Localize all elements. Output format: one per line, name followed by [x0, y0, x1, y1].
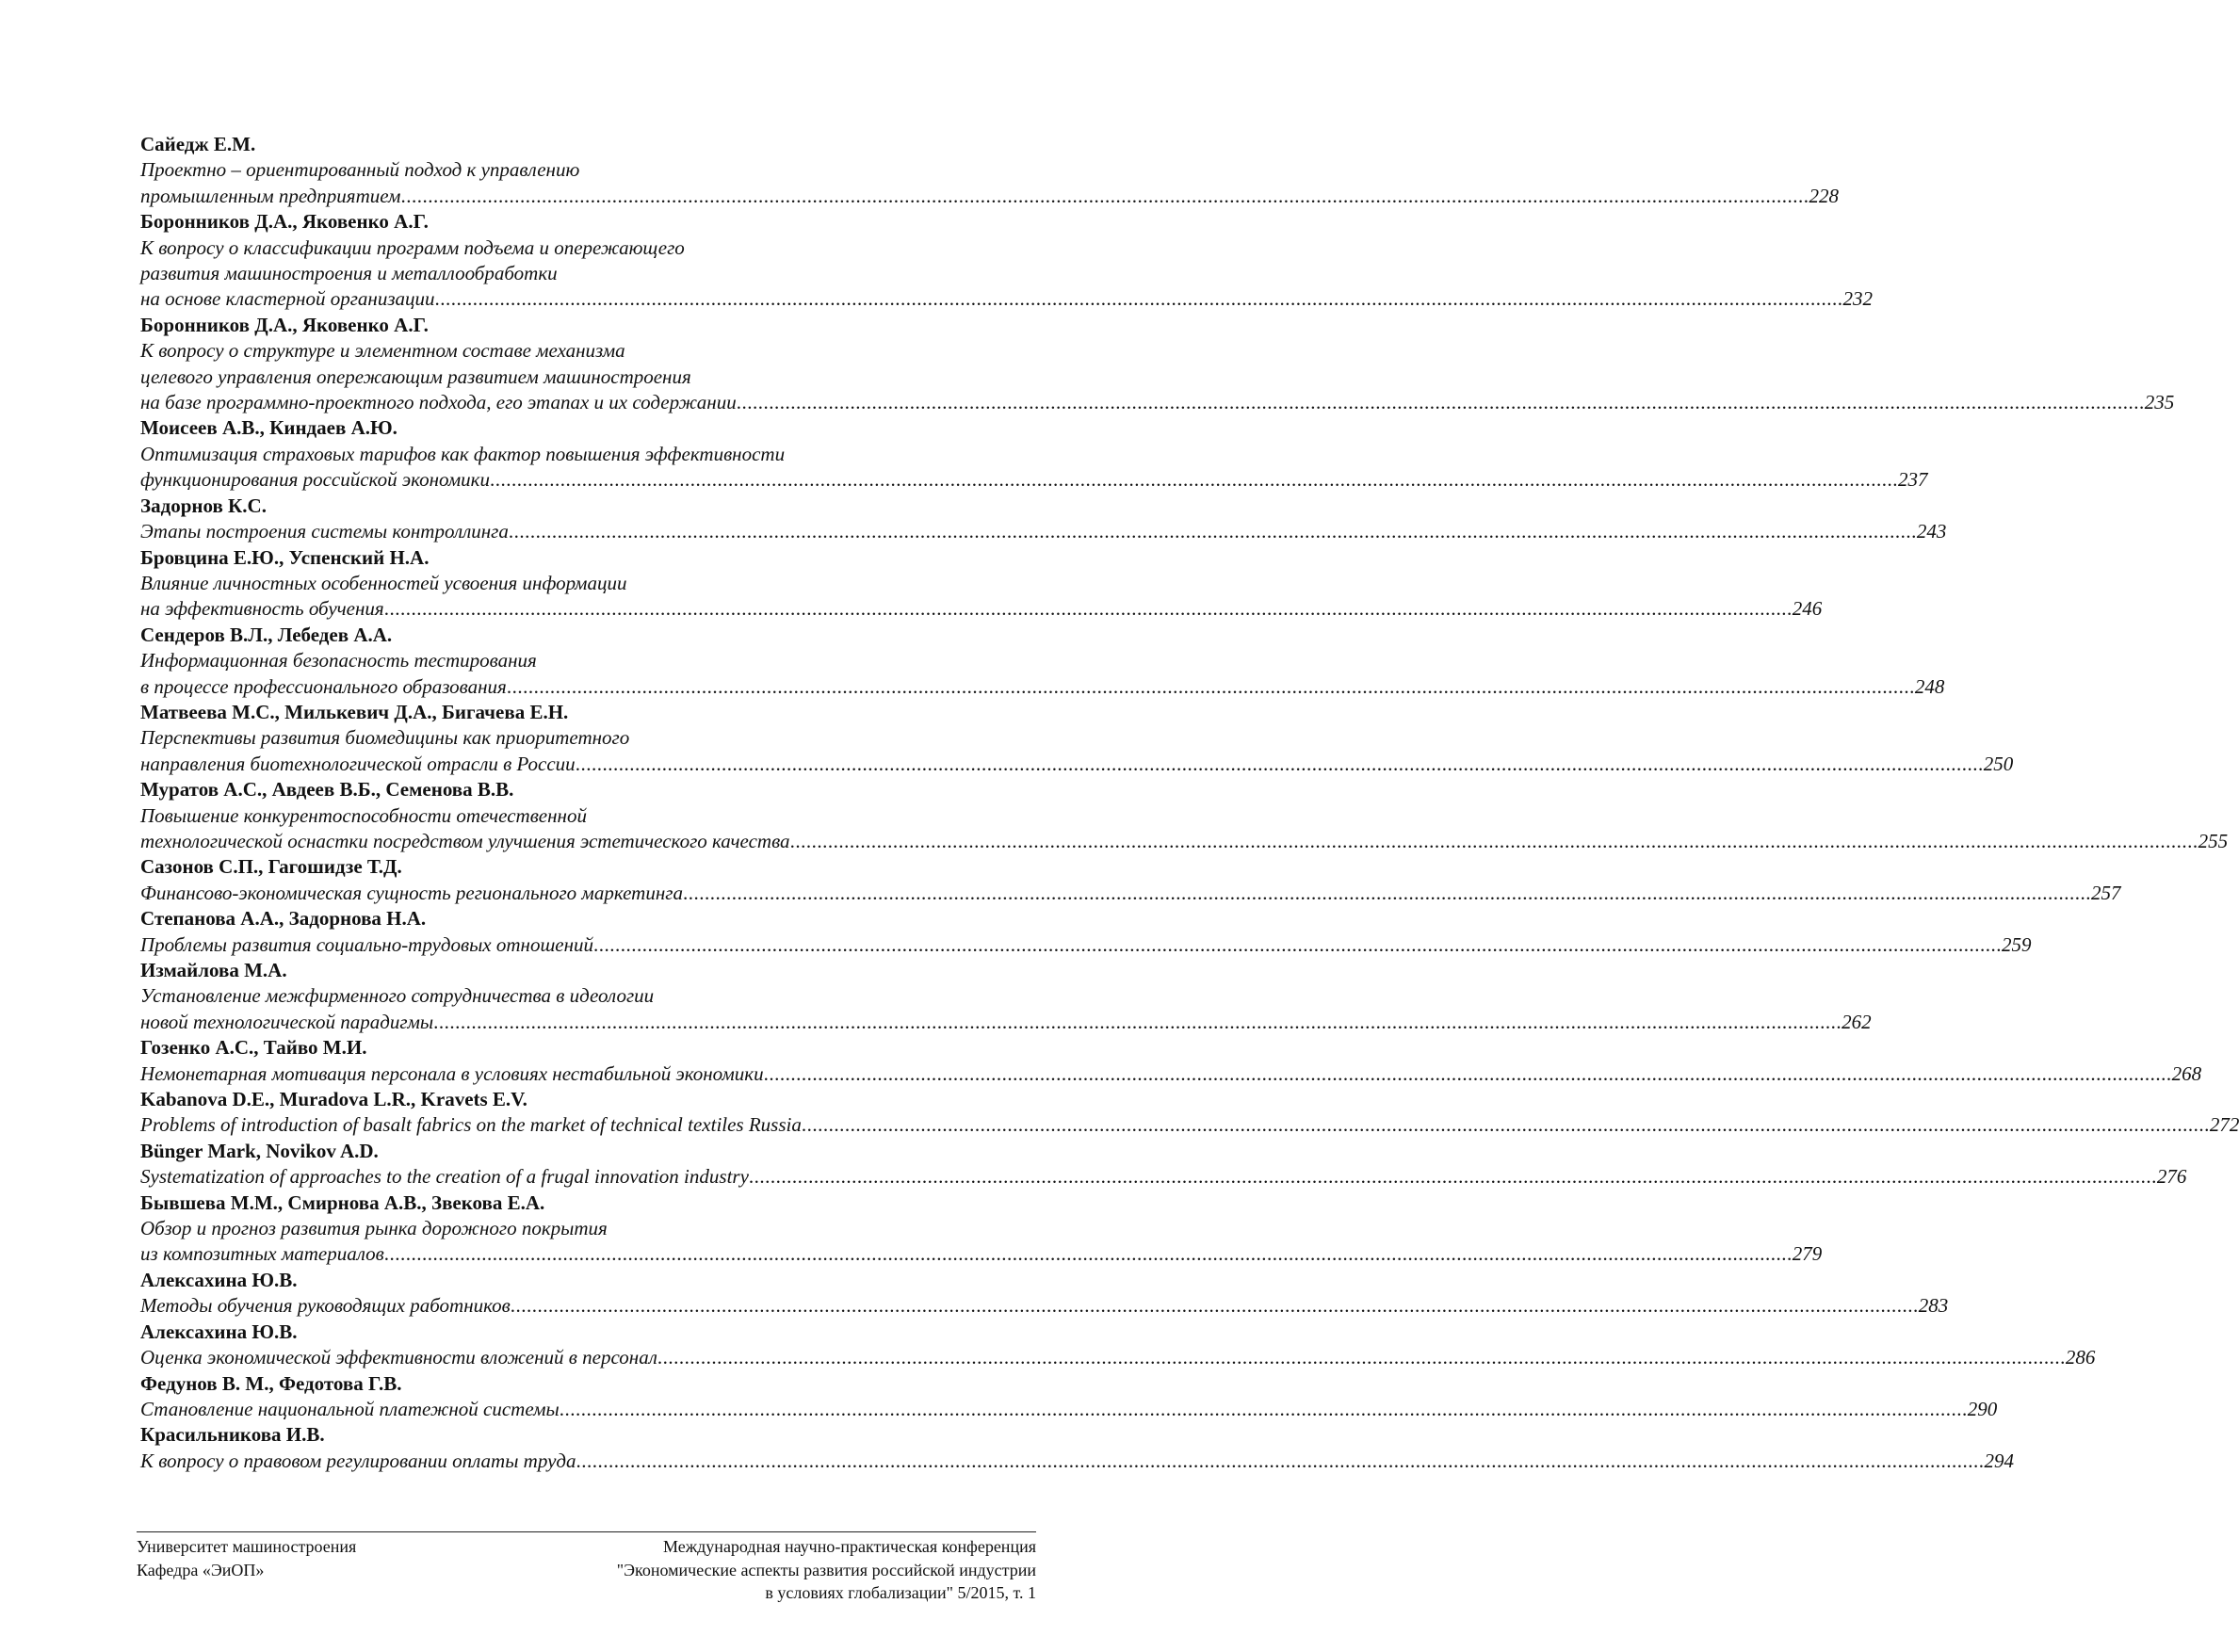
- toc-entry-authors: Бывшева М.М., Смирнова А.В., Звекова Е.А.: [140, 1190, 545, 1214]
- toc-entry: [140, 1371, 1998, 1423]
- toc-entry-authors: Измайлова М.А.: [140, 959, 287, 981]
- footer-university: Университет машиностроения: [137, 1537, 357, 1556]
- toc-entry-title-with-page: [140, 1293, 1949, 1319]
- toc-dot-leader: ....................................................................................................................................................................................................................................................................: [433, 1010, 1842, 1033]
- toc-entry-page-number: 228: [1809, 184, 1839, 207]
- footer-divider: [137, 1531, 1036, 1532]
- toc-entry-page-number: 255: [2198, 829, 2229, 852]
- toc-entry-title-line: Оптимизация страховых тарифов как фактор повышения эффективности: [140, 442, 786, 465]
- toc-entry-page-number: 268: [2171, 1061, 2202, 1085]
- toc-entry-authors: Bünger Mark, Novikov A.D.: [140, 1139, 379, 1162]
- toc-entry-title: Становление национальной платежной системы: [140, 1397, 560, 1420]
- toc-entry-authors: Гозенко А.С., Тайво М.И.: [140, 1036, 367, 1060]
- toc-dot-leader: ....................................................................................................................................................................................................................................................................: [510, 1294, 1919, 1318]
- toc-entry-page-number: 259: [2002, 932, 2032, 956]
- toc-entry-title-with-page: [140, 1164, 2187, 1190]
- toc-entry-authors: Сайедж Е.М.: [140, 133, 256, 155]
- toc-entry-title-with-page: [140, 1241, 1823, 1267]
- toc-entry-title: в процессе профессионального образования: [140, 674, 507, 698]
- toc-dot-leader: ....................................................................................................................................................................................................................................................................: [801, 1113, 2210, 1137]
- toc-dot-leader: ....................................................................................................................................................................................................................................................................: [575, 752, 1984, 775]
- toc-entry-title-with-page: [140, 932, 2032, 958]
- toc-dot-leader: ....................................................................................................................................................................................................................................................................: [789, 829, 2198, 852]
- toc-dot-leader: ....................................................................................................................................................................................................................................................................: [736, 391, 2145, 414]
- toc-entry-page-number: 286: [2065, 1346, 2096, 1369]
- toc-entry: [140, 854, 2121, 906]
- footer-left: [137, 1535, 356, 1581]
- toc-dot-leader: ....................................................................................................................................................................................................................................................................: [593, 932, 2003, 956]
- toc-dot-leader: ....................................................................................................................................................................................................................................................................: [682, 881, 2091, 904]
- toc-entry-page-number: 279: [1792, 1242, 1823, 1266]
- toc-entry-title: на эффективность обучения: [140, 597, 384, 621]
- toc-entry-title-with-page: [140, 752, 2014, 777]
- toc-entry-title: Systematization of approaches to the creation of a frugal innovation industry: [140, 1165, 749, 1189]
- toc-entry-title-line: К вопросу о классификации программ подъема и опережающего: [140, 235, 685, 259]
- toc-entry: [140, 545, 1823, 623]
- toc-entry: [140, 1190, 1823, 1268]
- toc-entry-title: Оценка экономической эффективности вложений в персонал: [140, 1346, 657, 1369]
- toc-entry-title-with-page: [140, 1449, 2014, 1474]
- toc-dot-leader: ....................................................................................................................................................................................................................................................................: [748, 1165, 2157, 1189]
- toc-entry-title: Финансово-экономическая сущность регионального маркетинга: [140, 881, 683, 904]
- toc-entry-title: Этапы построения системы контроллинга: [140, 520, 509, 543]
- toc-entry: [140, 1268, 1949, 1320]
- footer-conference-issue: в условиях глобализации" 5/2015, т. 1: [765, 1583, 1036, 1602]
- toc-entry-authors: Матвеева М.С., Милькевич Д.А., Бигачева Е.Н.: [140, 700, 569, 723]
- toc-entry-title: Немонетарная мотивация персонала в условиях нестабильной экономики: [140, 1061, 764, 1085]
- toc-entry-authors: Моисеев А.В., Киндаев А.Ю.: [140, 416, 398, 440]
- toc-entry-page-number: 237: [1897, 468, 1928, 492]
- toc-dot-leader: ....................................................................................................................................................................................................................................................................: [400, 184, 1809, 207]
- toc-entry: [140, 777, 2229, 854]
- toc-dot-leader: ....................................................................................................................................................................................................................................................................: [508, 520, 1917, 543]
- toc-entry-authors: Алексахина Ю.В.: [140, 1268, 298, 1291]
- toc-entry-authors: Kabanova D.E., Muradova L.R., Kravets E.V.: [140, 1088, 527, 1111]
- toc-entry-title-with-page: [140, 881, 2121, 906]
- toc-entry-title: К вопросу о правовом регулировании оплаты труда: [140, 1449, 576, 1472]
- toc-entry-title-line: Перспективы развития биомедицины как приоритетного: [140, 726, 630, 750]
- toc-dot-leader: ....................................................................................................................................................................................................................................................................: [383, 597, 1793, 621]
- toc-entry-page-number: 262: [1841, 1010, 1872, 1033]
- toc-entry-title-line: Повышение конкурентоспособности отечественной: [140, 803, 587, 827]
- footer-conference: Международная научно-практическая конференция: [662, 1537, 1036, 1556]
- footer-department: Кафедра «ЭиОП»: [137, 1560, 265, 1579]
- toc-dot-leader: ....................................................................................................................................................................................................................................................................: [763, 1061, 2172, 1085]
- toc-entry-page-number: 235: [2144, 391, 2175, 414]
- toc-entry-page-number: 290: [1967, 1397, 1998, 1420]
- toc-entry: [140, 415, 1928, 493]
- toc-entry: [140, 958, 1872, 1035]
- toc-entry-authors: Алексахина Ю.В.: [140, 1320, 298, 1343]
- toc-entry-title-with-page: [140, 1061, 2202, 1087]
- toc-entry: [140, 623, 1945, 700]
- toc-entry-title: новой технологической парадигмы: [140, 1010, 434, 1033]
- toc-entry: [140, 1320, 2096, 1371]
- toc-dot-leader: ....................................................................................................................................................................................................................................................................: [657, 1346, 2066, 1369]
- toc-entry: [140, 1035, 2202, 1087]
- toc-entry-title: промышленным предприятием: [140, 184, 401, 207]
- toc-entry-title-with-page: [140, 1010, 1872, 1035]
- toc-dot-leader: ....................................................................................................................................................................................................................................................................: [576, 1449, 1985, 1472]
- toc-entry-page-number: 257: [2090, 881, 2121, 904]
- toc-entry-authors: Муратов А.С., Авдеев В.Б., Семенова В.В.: [140, 778, 514, 802]
- toc-entry-authors: Сендеров В.Л., Лебедев А.А.: [140, 623, 393, 646]
- toc-entry: [140, 1422, 2014, 1474]
- toc-entry-page-number: 294: [1984, 1449, 2014, 1472]
- toc-dot-leader: ....................................................................................................................................................................................................................................................................: [434, 287, 1843, 311]
- toc-dot-leader: ....................................................................................................................................................................................................................................................................: [383, 1242, 1793, 1266]
- toc-entry-title-with-page: [140, 1345, 2096, 1370]
- table-of-contents: [140, 132, 2239, 1474]
- toc-entry-title-with-page: [140, 467, 1928, 493]
- toc-entry: [140, 1087, 2239, 1139]
- toc-dot-leader: ....................................................................................................................................................................................................................................................................: [489, 468, 1898, 492]
- toc-entry: [140, 906, 2032, 958]
- toc-entry: [140, 209, 1874, 313]
- toc-entry-page-number: 243: [1916, 520, 1947, 543]
- toc-entry-page-number: 250: [1983, 752, 2014, 775]
- toc-entry: [140, 1139, 2187, 1190]
- toc-entry-title: Проблемы развития социально-трудовых отношений: [140, 932, 594, 956]
- toc-entry-title-with-page: [140, 1112, 2239, 1138]
- toc-entry-title-with-page: [140, 596, 1823, 622]
- toc-entry-title-with-page: [140, 674, 1945, 700]
- toc-entry-authors: Задорнов К.С.: [140, 494, 267, 517]
- toc-entry-title-line: развития машиностроения и металлообработки: [140, 262, 558, 285]
- toc-entry-authors: Федунов В. М., Федотова Г.В.: [140, 1371, 402, 1395]
- toc-entry: [140, 313, 2175, 416]
- toc-entry-authors: Боронников Д.А., Яковенко А.Г.: [140, 210, 429, 234]
- toc-entry-title-with-page: [140, 519, 1947, 544]
- toc-entry-page-number: 283: [1918, 1294, 1949, 1318]
- toc-entry-title: на базе программно-проектного подхода, его этапах и их содержании: [140, 391, 737, 414]
- toc-entry-authors: Боронников Д.А., Яковенко А.Г.: [140, 313, 429, 336]
- toc-entry-page-number: 272: [2209, 1113, 2239, 1137]
- toc-entry-title-line: К вопросу о структуре и элементном составе механизма: [140, 339, 625, 363]
- toc-entry-title: на основе кластерной организации: [140, 287, 435, 311]
- footer-conference-title: "Экономические аспекты развития российской индустрии: [616, 1560, 1036, 1579]
- toc-entry-title: Методы обучения руководящих работников: [140, 1294, 511, 1318]
- toc-entry-authors: Красильникова И.В.: [140, 1423, 325, 1447]
- toc-entry: [140, 700, 2014, 777]
- toc-entry: [140, 494, 1947, 545]
- toc-entry-page-number: 276: [2156, 1165, 2187, 1189]
- toc-entry-title-with-page: [140, 184, 1839, 209]
- footer-right: [617, 1535, 1036, 1605]
- toc-entry-title: Problems of introduction of basalt fabrics on the market of technical textiles Russia: [140, 1113, 802, 1137]
- toc-entry-title-with-page: [140, 829, 2229, 854]
- toc-entry-page-number: 246: [1792, 597, 1823, 621]
- toc-entry-title-with-page: [140, 390, 2175, 415]
- toc-entry-authors: Бровцина Е.Ю., Успенский Н.А.: [140, 545, 430, 569]
- toc-entry-title-line: Обзор и прогноз развития рынка дорожного покрытия: [140, 1217, 608, 1240]
- toc-entry-title: технологической оснастки посредством улучшения эстетического качества: [140, 829, 790, 852]
- toc-entry-title-with-page: [140, 286, 1874, 312]
- toc-entry-authors: Степанова А.А., Задорнова Н.А.: [140, 907, 427, 931]
- toc-entry-title-line: Информационная безопасность тестирования: [140, 649, 537, 672]
- toc-entry-title: направления биотехнологической отрасли в России: [140, 752, 576, 775]
- toc-entry-title-line: Влияние личностных особенностей усвоения информации: [140, 571, 627, 594]
- toc-entry-page-number: 232: [1842, 287, 1874, 311]
- toc-entry-title-line: целевого управления опережающим развитием машиностроения: [140, 364, 691, 388]
- toc-entry-title-line: Установление межфирменного сотрудничества в идеологии: [140, 984, 655, 1008]
- toc-entry-title: из композитных материалов: [140, 1242, 384, 1266]
- toc-entry-authors: Сазонов С.П., Гагошидзе Т.Д.: [140, 855, 402, 879]
- toc-entry-page-number: 248: [1914, 674, 1945, 698]
- toc-entry: [140, 132, 1839, 209]
- toc-entry-title-with-page: [140, 1397, 1998, 1422]
- toc-entry-title: функционирования российской экономики: [140, 468, 490, 492]
- toc-dot-leader: ....................................................................................................................................................................................................................................................................: [559, 1397, 1968, 1420]
- toc-dot-leader: ....................................................................................................................................................................................................................................................................: [506, 674, 1915, 698]
- toc-entry-title-line: Проектно – ориентированный подход к управлению: [140, 158, 580, 182]
